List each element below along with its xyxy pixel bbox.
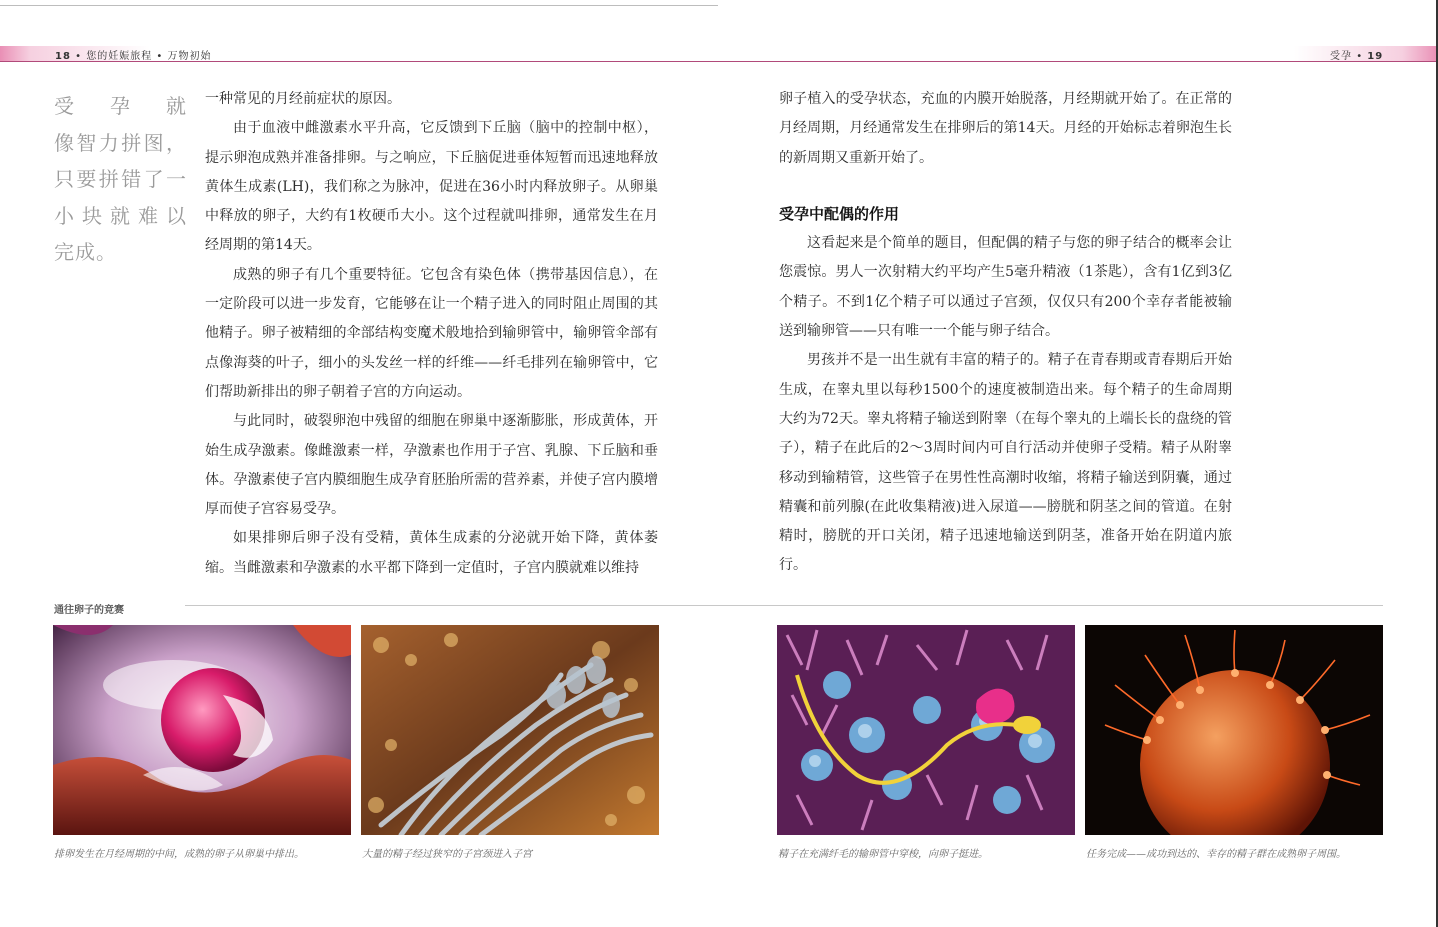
- photo-sperm-around-egg: [1085, 625, 1383, 835]
- photo-sperm-cervix: [361, 625, 659, 835]
- header-rule: [0, 61, 1438, 62]
- right-text-column: [779, 85, 1232, 581]
- pull-quote-line: 完成。: [54, 240, 117, 264]
- figure-section-title: 通往卵子的竞赛: [54, 605, 124, 616]
- paragraph: 卵子植入的受孕状态，充血的内膜开始脱落，月经期就开始了。在正常的月经周期，月经通常发生在排卵后的第14天。月经的开始标志着卵泡生长的新周期又重新开始了。: [779, 91, 1232, 166]
- photo-sperm-fallopian-tube: [777, 625, 1075, 835]
- page-number-left: 18: [55, 51, 71, 62]
- paragraph: 一种常见的月经前症状的原因。: [205, 91, 401, 107]
- pull-quote-line: 受孕就: [54, 94, 187, 118]
- top-rule: [0, 5, 718, 6]
- paragraph: 如果排卵后卵子没有受精，黄体生成素的分泌就开始下降，黄体萎缩。当雌激素和孕激素的水平都下降到一定值时，子宫内膜就难以维持: [205, 530, 658, 576]
- subheading: 受孕中配偶的作用: [779, 204, 900, 223]
- paragraph: 由于血液中雌激素水平升高，它反馈到下丘脑（脑中的控制中枢），提示卵泡成熟并准备排卵。与之响应，下丘脑促进垂体短暂而迅速地释放黄体生成素(LH)，我们称之为脉冲，促进在36小时内释放卵子。从卵巢中释放的卵子，大约有1枚硬币大小。这个过程就叫排卵，通常发生在月经周期的第14天。: [205, 120, 658, 254]
- pull-quote: [54, 88, 187, 271]
- running-header-right: [1330, 47, 1383, 62]
- photo-caption: 排卵发生在月经周期的中间，成熟的卵子从卵巢中排出。: [54, 849, 304, 860]
- chapter-title: 万物初始: [167, 51, 212, 62]
- pull-quote-line: 只要拼错了一: [54, 167, 187, 191]
- bullet-icon: •: [1356, 51, 1364, 62]
- photo-caption: 大量的精子经过狭窄的子宫颈进入子宫: [362, 849, 532, 860]
- photo-ovulation: [53, 625, 351, 835]
- pull-quote-line: 像智力拼图，: [54, 130, 187, 155]
- left-text-column: [205, 85, 658, 583]
- photo-caption: 精子在充满纤毛的输卵管中穿梭，向卵子挺进。: [778, 849, 988, 860]
- paragraph: 与此同时，破裂卵泡中残留的细胞在卵巢中逐渐膨胀，形成黄体，开始生成孕激素。像雌激素一样，孕激素也作用于子宫、乳腺、下丘脑和垂体。孕激素使子宫内膜细胞生成孕育胚胎所需的营养素，并使子宫内膜增厚而使子宫容易受孕。: [205, 413, 658, 518]
- paragraph: 成熟的卵子有几个重要特征。它包含有染色体（携带基因信息），在一定阶段可以进一步发育，它能够在让一个精子进入的同时阻止周围的其他精子。卵子被精细的伞部结构变魔术般地拾到输卵管中，输卵管伞部有点像海葵的叶子，细小的头发丝一样的纤维——纤毛排列在输卵管中，它们帮助新排出的卵子朝着子宫的方向运动。: [205, 266, 658, 400]
- paragraph: 男孩并不是一出生就有丰富的精子的。精子在青春期或青春期后开始生成，在睾丸里以每秒1500个的速度被制造出来。每个精子的生命周期大约为72天。睾丸将精子输送到附睾（在每个睾丸的上端长长的盘绕的管子），精子在此后的2～3周时间内可自行活动并使卵子受精。精子从附睾移动到输精管，这些管子在男性性高潮时收缩，将精子输送到阴囊，通过精囊和前列腺(在此收集精液)进入尿道——膀胱和阴茎之间的管道。在射精时，膀胱的开口关闭，精子迅速地输送到阴茎，准备开始在阴道内旅行。: [779, 352, 1232, 574]
- page-number-right: 19: [1367, 51, 1384, 62]
- paragraph: 这看起来是个简单的题目，但配偶的精子与您的卵子结合的概率会让您震惊。男人一次射精大约平均产生5毫升精液（1茶匙），含有1亿到3亿个精子。不到1亿个精子可以通过子宫颈，仅仅只有200个幸存者能被输送到输卵管——只有唯一一个能与卵子结合。: [779, 235, 1232, 340]
- figure-section-rule: [185, 605, 1383, 606]
- section-title-right: 受孕: [1330, 51, 1352, 62]
- photo-caption: 任务完成——成功到达的、幸存的精子群在成熟卵子周围。: [1086, 849, 1346, 860]
- pull-quote-line: 小块就难以: [54, 203, 187, 228]
- bullet-icon: •: [156, 51, 164, 62]
- running-header-left: [55, 47, 211, 62]
- book-title: 您的妊娠旅程: [86, 51, 153, 62]
- bullet-icon: •: [75, 51, 83, 62]
